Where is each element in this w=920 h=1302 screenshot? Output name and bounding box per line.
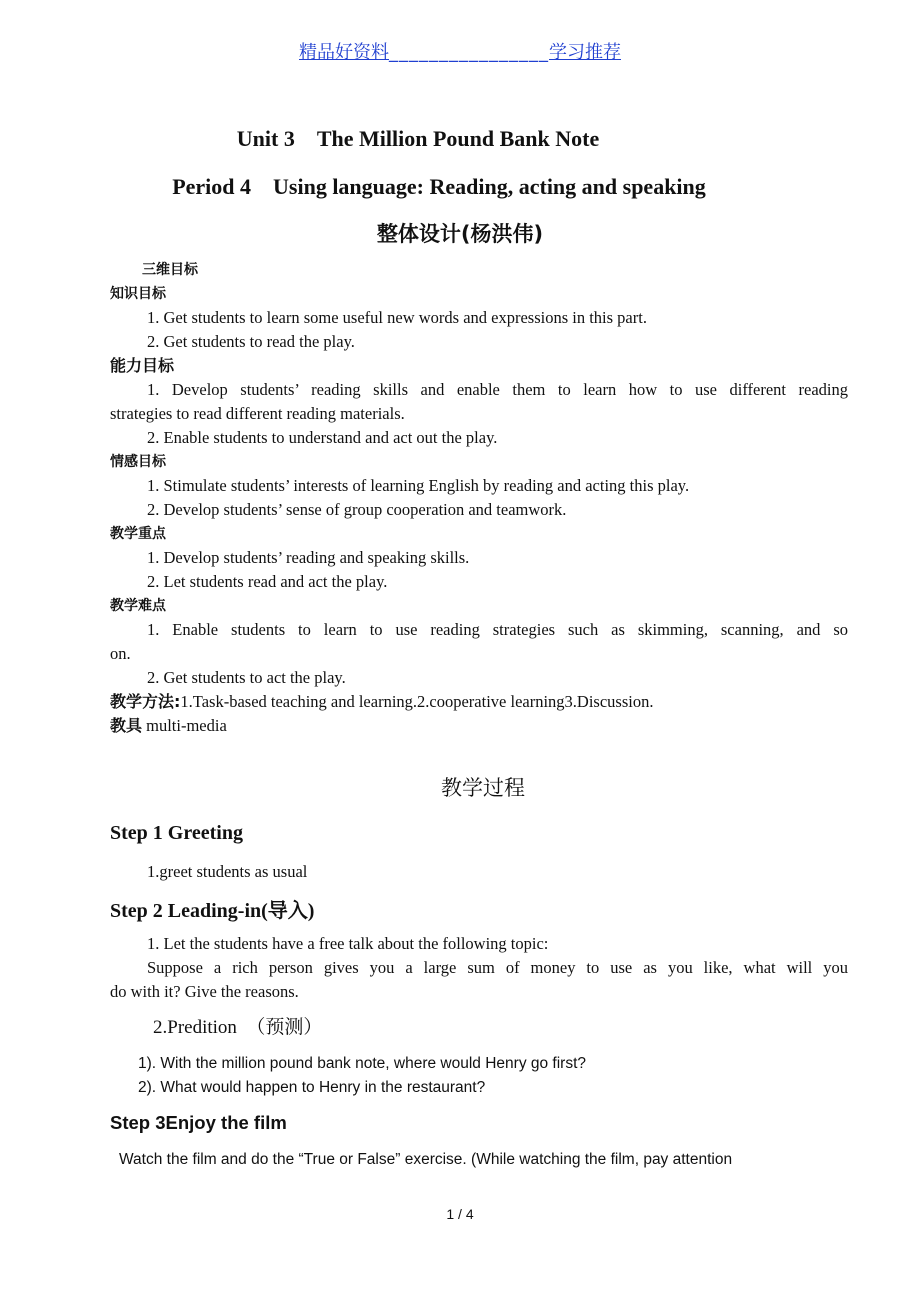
step-1-title: Step 1 Greeting xyxy=(110,822,243,844)
aids-line xyxy=(110,714,811,738)
step-1-item: 1.greet students as usual xyxy=(147,862,308,881)
prediction-question-1: 1). With the million pound bank note, where would Henry go first? xyxy=(138,1055,587,1072)
aids-text: multi-media xyxy=(142,716,227,735)
step-2-question-line-1: Suppose a rich person gives you a large sum of money to use as you like, what will you xyxy=(147,958,848,977)
difficulties-heading: 教学难点 xyxy=(110,598,166,614)
prediction-question-2: 2). What would happen to Henry in the restaurant? xyxy=(138,1079,486,1096)
difficulties-item-1-line-1: 1. Enable students to learn to use reading strategies such as skimming, scanning, and so xyxy=(147,620,848,639)
header-dashes: ________________ xyxy=(389,42,549,63)
period-title: Period 4 Using language: Reading, acting and speaking xyxy=(172,174,706,199)
aids-label: 教具 xyxy=(110,716,143,735)
step-3-text: Watch the film and do the “True or False” exercise. (While watching the film, pay attention xyxy=(119,1151,733,1168)
step-3-title: Step 3Enjoy the film xyxy=(110,1112,287,1133)
unit-title: Unit 3 The Million Pound Bank Note xyxy=(236,126,600,151)
emotion-heading: 情感目标 xyxy=(110,454,166,470)
difficulties-item-2: 2. Get students to act the play. xyxy=(147,668,346,687)
page-header xyxy=(0,38,920,64)
key-points-item-2: 2. Let students read and act the play. xyxy=(147,572,388,591)
step-2-question-line-2: do with it? Give the reasons. xyxy=(110,982,299,1001)
key-points-item-1: 1. Develop students’ reading and speaking skills. xyxy=(147,548,470,567)
page-number: 1 / 4 xyxy=(446,1206,474,1222)
step-2-prediction: 2.Predition （预测） xyxy=(153,1017,323,1038)
knowledge-item-2: 2. Get students to read the play. xyxy=(147,332,355,351)
methods-text: 1.Task-based teaching and learning.2.cooperative learning3.Discussion. xyxy=(180,692,654,711)
knowledge-item-1: 1. Get students to learn some useful new words and expressions in this part. xyxy=(147,308,647,327)
emotion-item-2: 2. Develop students’ sense of group cooperation and teamwork. xyxy=(147,500,567,519)
design-title: 整体设计(杨洪伟) xyxy=(376,222,544,246)
key-points-heading: 教学重点 xyxy=(110,526,166,542)
process-title: 教学过程 xyxy=(441,776,525,800)
knowledge-heading: 知识目标 xyxy=(110,286,166,302)
header-right-text: 学习推荐 xyxy=(549,42,621,63)
objectives-heading: 三维目标 xyxy=(142,262,198,278)
step-2-item-1: 1. Let the students have a free talk about the following topic: xyxy=(147,934,549,953)
difficulties-item-1-line-2: on. xyxy=(110,644,131,663)
methods-label: 教学方法: xyxy=(110,692,181,711)
ability-item-1-line-1: 1. Develop students’ reading skills and enable them to learn how to use different reading xyxy=(147,380,848,399)
header-left-text: 精品好资料 xyxy=(299,42,389,63)
step-2-title: Step 2 Leading-in(导入) xyxy=(110,900,315,922)
methods-line xyxy=(110,690,811,714)
ability-item-2: 2. Enable students to understand and act out the play. xyxy=(147,428,498,447)
ability-heading: 能力目标 xyxy=(110,356,175,375)
ability-item-1-line-2: strategies to read different reading materials. xyxy=(110,404,405,423)
emotion-item-1: 1. Stimulate students’ interests of learning English by reading and acting this play. xyxy=(147,476,690,495)
